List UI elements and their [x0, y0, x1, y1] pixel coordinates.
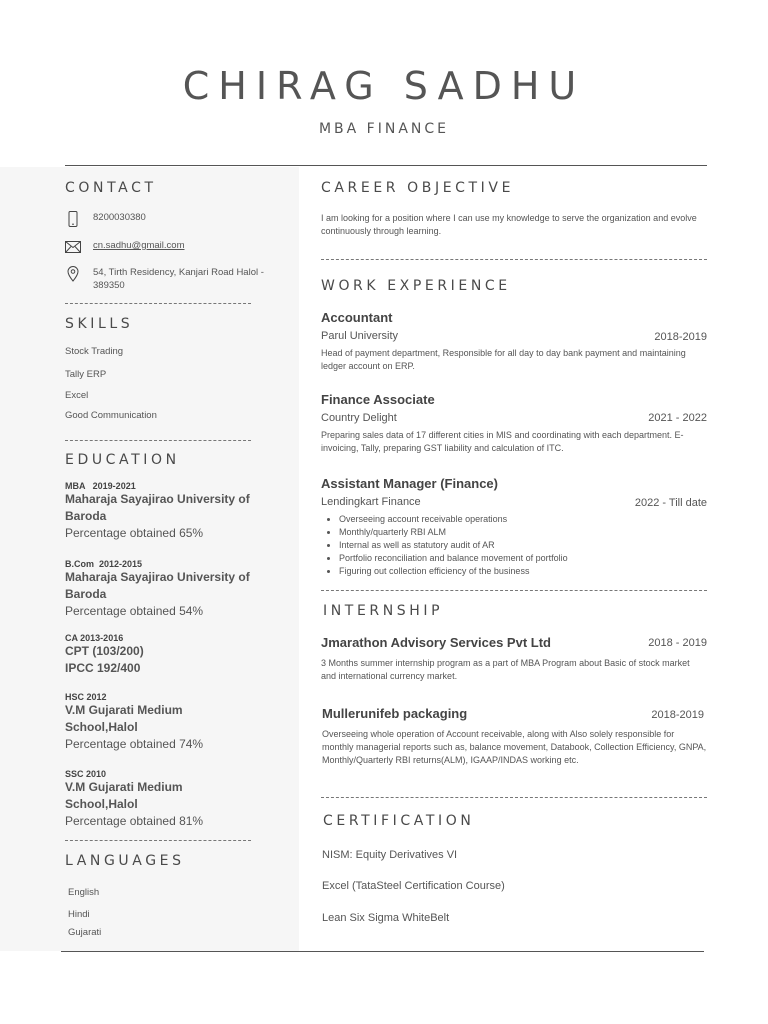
- skill-item: Stock Trading: [65, 346, 124, 357]
- education-label: SSC 2010: [65, 769, 107, 779]
- education-school: V.M Gujarati Medium School,Halol: [65, 703, 183, 734]
- job-bullet-list: [321, 513, 707, 578]
- job-description: Preparing sales data of 17 different cities in MIS and coordinating with each department. E-invoicing, Tally, preparing GST liability and calculation of ITC.: [321, 430, 684, 453]
- divider: [321, 259, 707, 260]
- education-detail: Percentage obtained 65%: [65, 526, 204, 540]
- education-entry: [65, 633, 285, 677]
- job-title: Assistant Manager (Finance): [321, 476, 498, 491]
- address-text: 54, Tirth Residency, Kanjari Road Halol - 389350: [93, 267, 264, 291]
- education-school: CPT (103/200): [65, 644, 144, 658]
- skill-item: Excel: [65, 390, 89, 401]
- job-organization: Parul University: [321, 330, 399, 342]
- contact-email: [65, 239, 185, 255]
- certification-item: Excel (TataSteel Certification Course): [322, 880, 505, 892]
- education-school: V.M Gujarati Medium School,Halol: [65, 780, 183, 811]
- job-entry: [321, 392, 707, 462]
- job-bullet: • Internal as well as statutory audit of AR: [339, 539, 707, 552]
- job-date: 2018-2019: [654, 331, 707, 343]
- education-entry: [65, 481, 285, 542]
- job-entry: [321, 310, 707, 380]
- skill-item: Tally ERP: [65, 369, 107, 380]
- education-detail: Percentage obtained 74%: [65, 737, 204, 751]
- career-objective-text: I am looking for a position where I can use my knowledge to serve the organization and evolve continuously through learning.: [321, 213, 697, 236]
- education-detail: Percentage obtained 54%: [65, 604, 204, 618]
- divider: [321, 797, 707, 798]
- phone-icon: [65, 211, 81, 227]
- career-objective-heading: CAREER OBJECTIVE: [321, 180, 515, 196]
- education-school: Maharaja Sayajirao University of Baroda: [65, 492, 250, 523]
- education-label: HSC 2012: [65, 692, 107, 702]
- email-link[interactable]: cn.sadhu@gmail.com: [93, 240, 185, 251]
- language-item: Hindi: [68, 909, 90, 920]
- education-entry: [65, 692, 235, 753]
- job-date: 2022 - Till date: [634, 497, 707, 509]
- internship-description: 3 Months summer internship program as a part of MBA Program about Basic of stock market and international currency market.: [321, 658, 690, 681]
- internship-company: Jmarathon Advisory Services Pvt Ltd: [321, 635, 551, 650]
- mail-icon: [65, 239, 81, 255]
- job-bullet: • Overseeing account receivable operations: [339, 513, 707, 526]
- candidate-title: MBA FINANCE: [318, 121, 450, 137]
- internship-date: 2018 - 2019: [648, 637, 707, 649]
- internship-entry: [322, 706, 707, 786]
- skill-item: Good Communication: [65, 410, 157, 421]
- bottom-divider: [61, 951, 704, 952]
- education-school: Maharaja Sayajirao University of Baroda: [65, 570, 250, 601]
- job-description: Head of payment department, Responsible for all day to day bank payment and maintaining ledger account on ERP.: [321, 348, 686, 371]
- education-label: MBA 2019-2021: [65, 481, 136, 491]
- contact-heading: CONTACT: [65, 180, 157, 196]
- languages-heading: LANGUAGES: [65, 853, 185, 869]
- location-pin-icon: [65, 266, 81, 282]
- job-bullet: • Monthly/quarterly RBI ALM: [339, 526, 707, 539]
- certification-item: NISM: Equity Derivatives VI: [322, 849, 458, 861]
- internship-company: Mullerunifeb packaging: [322, 706, 468, 721]
- job-date: 2021 - 2022: [648, 412, 707, 424]
- language-item: Gujarati: [68, 927, 102, 938]
- certification-heading: CERTIFICATION: [323, 813, 475, 829]
- divider: [65, 840, 251, 841]
- internship-heading: INTERNSHIP: [323, 603, 444, 619]
- job-organization: Lendingkart Finance: [321, 496, 421, 508]
- job-title: Finance Associate: [321, 392, 435, 407]
- internship-date: 2018-2019: [651, 709, 704, 721]
- divider: [321, 590, 707, 591]
- phone-number: 8200030380: [93, 212, 146, 223]
- divider: [65, 440, 251, 441]
- contact-address: [65, 266, 285, 292]
- internship-description: Overseeing whole operation of Account receivable, along with Also solely responsible for monthly managerial reports such as, balance movement, Databook, Collection Efficiency, GNPA, Monthly/Quarterly RBI returns(ALM), IGAAP/INDAS working etc.: [322, 729, 707, 765]
- language-item: English: [68, 887, 100, 898]
- education-label: CA 2013-2016: [65, 633, 124, 643]
- job-bullet: • Figuring out collection efficiency of the business: [339, 565, 707, 578]
- candidate-name: CHIRAG SADHU: [182, 64, 586, 108]
- certification-item: Lean Six Sigma WhiteBelt: [322, 912, 450, 924]
- divider: [65, 303, 251, 304]
- education-entry: [65, 769, 235, 830]
- job-bullet: • Portfolio reconciliation and balance movement of portfolio: [339, 552, 707, 565]
- skills-heading: SKILLS: [65, 316, 134, 332]
- education-detail: Percentage obtained 81%: [65, 814, 204, 828]
- education-heading: EDUCATION: [65, 452, 180, 468]
- education-label: B.Com 2012-2015: [65, 559, 143, 569]
- top-divider: [65, 165, 707, 166]
- job-entry: [321, 476, 707, 586]
- work-experience-heading: WORK EXPERIENCE: [321, 278, 511, 294]
- job-title: Accountant: [321, 310, 393, 325]
- education-entry: [65, 559, 285, 620]
- contact-phone: [65, 211, 146, 227]
- job-organization: Country Delight: [321, 412, 397, 424]
- internship-entry: [321, 635, 707, 695]
- education-detail: IPCC 192/400: [65, 661, 141, 675]
